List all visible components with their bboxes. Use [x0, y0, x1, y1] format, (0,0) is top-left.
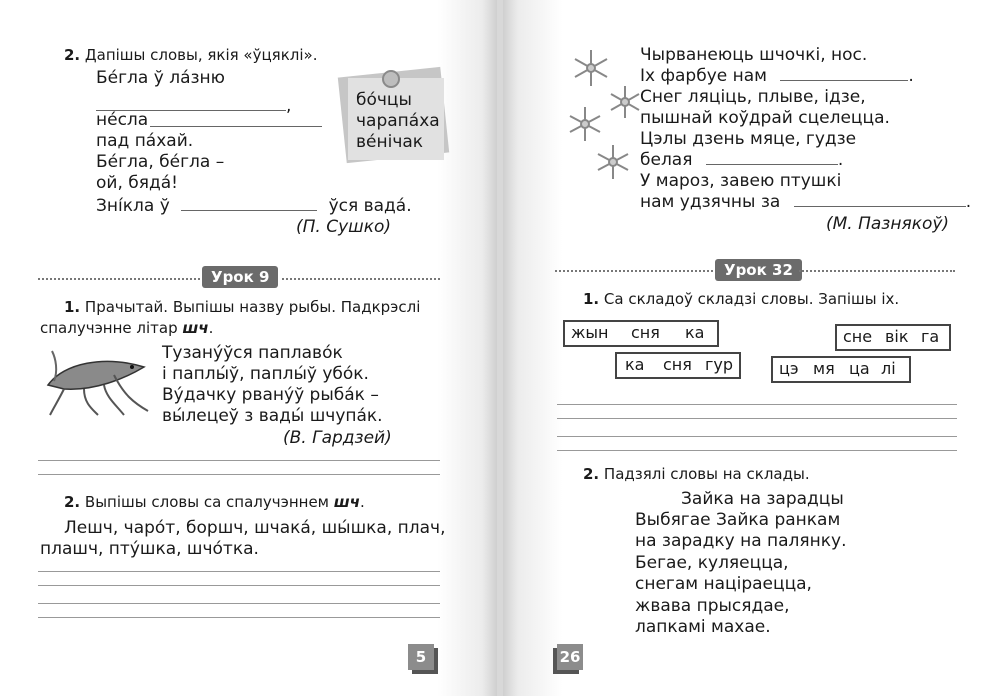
r-blank-2[interactable] [706, 154, 838, 165]
poem-line-7: Зні́кла ў ўся вада́. [96, 196, 412, 216]
poem-line-6: ой, бяда́! [96, 173, 178, 193]
writing-line[interactable] [557, 436, 957, 437]
r-poem-line-5: Цэлы дзень мяце, гудзе [640, 129, 857, 149]
syllable-card-2[interactable]: ка сня гур [615, 352, 741, 379]
writing-line[interactable] [38, 571, 440, 572]
task-2-top: 2. Дапішы словы, якія «ўцяклі». [64, 46, 318, 64]
story-line-1: Выбягае Зайка ранкам [635, 510, 841, 530]
poem2-line-4: вы́лецеў з вады́ шчупа́к. [162, 406, 383, 426]
divider [38, 278, 200, 280]
divider [799, 270, 955, 272]
story-line-6: лапкамі махае. [635, 617, 771, 637]
words-line-2: плашч, пту́шка, шчо́тка. [40, 539, 259, 559]
r-blank-3[interactable] [794, 196, 966, 207]
lesson-badge: Урок 32 [715, 259, 802, 281]
note-word-1: бо́чцы [356, 90, 412, 110]
r-poem-line-8: нам удзячны за . [640, 192, 972, 212]
task-1-line-2: спалучэнне літар шч. [40, 319, 214, 337]
blank-line-3[interactable] [181, 200, 317, 211]
poem-line-1: Бе́гла ў ла́зню [96, 68, 225, 88]
syllable-card-3[interactable]: сне вік га [835, 324, 951, 351]
blank-line-1[interactable]: , [96, 96, 291, 117]
page-number: 26 [557, 644, 583, 670]
writing-line[interactable] [38, 585, 440, 586]
poem-line-4: пад па́хай. [96, 131, 194, 151]
writing-line[interactable] [38, 603, 440, 604]
blank-line-2[interactable] [150, 112, 322, 131]
poem2-line-3: Ву́дачку рвану́ў рыба́к – [162, 385, 379, 405]
task-2: 2. Выпішы словы са спалучэннем шч. [64, 493, 365, 511]
syllable-card-1[interactable]: жын сня ка [563, 320, 719, 347]
syllable-card-4[interactable]: цэ мя ца лі [771, 356, 911, 383]
story-title: Зайка на зарадцы [681, 489, 844, 509]
story-line-4: снегам націраецца, [635, 574, 812, 594]
r-poem-line-3: Снег ляціць, плыве, ідзе, [640, 87, 866, 107]
poem-line-5: Бе́гла, бе́гла – [96, 152, 225, 172]
left-page [0, 0, 497, 696]
writing-line[interactable] [557, 404, 957, 405]
writing-line[interactable] [557, 450, 957, 451]
writing-line[interactable] [38, 617, 440, 618]
r-blank-1[interactable] [780, 70, 908, 81]
pin-icon [382, 70, 400, 88]
note-word-3: ве́нічак [356, 132, 424, 152]
r-poem-author: (М. Пазнякоў) [826, 214, 950, 234]
r-task-1: 1. Са складоў складзі словы. Запішы іх. [583, 290, 900, 308]
r-poem-line-7: У мароз, завею птушкі [640, 171, 842, 191]
right-page [503, 0, 1000, 696]
note-word-2: чарапа́ха [356, 111, 440, 131]
poem-author: (П. Сушко) [296, 217, 392, 237]
r-task-2: 2. Падзялі словы на склады. [583, 465, 810, 483]
r-poem-line-2: Іх фарбуе нам . [640, 66, 914, 86]
poem2-author: (В. Гардзей) [283, 428, 392, 448]
page-number: 5 [408, 644, 434, 670]
writing-line[interactable] [38, 474, 440, 475]
pike-fish-icon [44, 345, 152, 417]
r-poem-line-6: белая . [640, 150, 844, 170]
poem2-line-2: і паплы́ў, паплы́ў убо́к. [162, 364, 369, 384]
story-line-5: жвава прысядае, [635, 596, 790, 616]
lesson-badge: Урок 9 [202, 266, 278, 288]
poem-line-3: не́сла [96, 110, 149, 130]
r-poem-line-1: Чырванеюць шчочкі, нос. [640, 45, 868, 65]
note-paper [348, 78, 444, 160]
story-line-3: Бегае, куляецца, [635, 553, 789, 573]
r-poem-line-4: пышнай коўдрай сцелецца. [640, 108, 890, 128]
story-line-2: на зарадку на палянку. [635, 531, 847, 551]
divider [282, 278, 440, 280]
writing-line[interactable] [38, 460, 440, 461]
poem2-line-1: Тузану́ўся паплаво́к [162, 343, 343, 363]
words-line-1: Лешч, чаро́т, боршч, шчака́, шы́шка, плач, [64, 518, 446, 538]
writing-line[interactable] [557, 418, 957, 419]
divider [555, 270, 713, 272]
task-1: 1. Прачытай. Выпішы назву рыбы. Падкрэслі [64, 298, 421, 316]
